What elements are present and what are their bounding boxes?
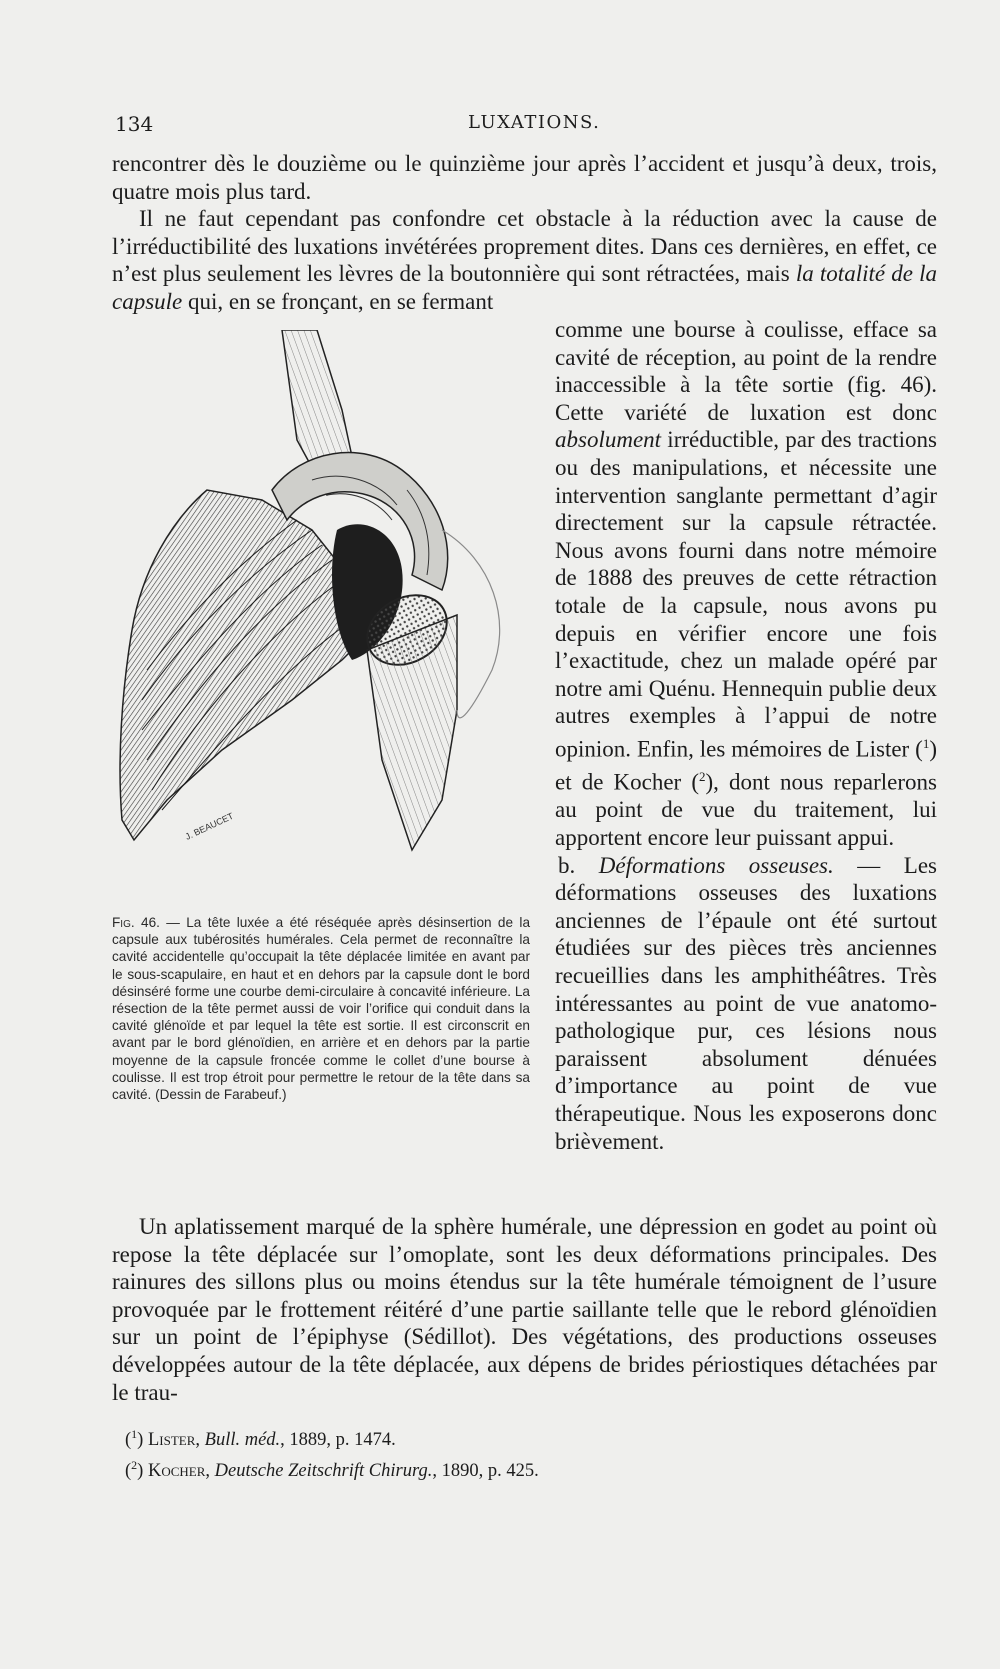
footnote-1: ($^1$) Lister, Bull. méd., 1889, p. 1474.	[125, 1427, 396, 1451]
engraver-signature: J. BEAUCET	[183, 810, 235, 842]
paragraph-text: irréductible, par des tractions ou des manipulations, et nécessite une intervention sanglante permettant d’agir directement sur la capsule rétractée. Nous avons fourni dans notre mémoire de 1888 des preuves de cette rétraction totale de la capsule, nous avons pu depuis en vérifier encore une fois l’exactitude, chez un malade opéré par notre ami Quénu. Hennequin publie deux autres exemples à l’appui de notre opinion. Enfin, les mémoires de Lister (	[555, 427, 937, 762]
footnotes	[125, 1422, 925, 1484]
shoulder-engraving	[112, 330, 537, 920]
section-label: b.	[558, 852, 599, 878]
paragraph-text: Il ne faut cependant pas confondre cet obstacle à la réduction avec la cause de l’irréductibilité des luxations invétérées proprement dites. Dans ces dernières, en effet, ce n’est plus seulement les lèvres de la boutonnière qui sont rétractées, mais	[112, 206, 937, 287]
paragraph-text: — Les déformations osseuses des luxations anciennes de l’épaule ont été surtout étudiées sur des pièces très anciennes recueillies dans les amphithéâtres. Très intéressantes au point de vue anatomo-pathologique pur, ces lésions nous paraissent absolument dénuées d’importance au point de vue thérapeutique. Nous les exposerons donc brièvement.	[555, 852, 937, 1154]
footnote-mark: 2	[131, 1458, 138, 1473]
paragraph-continuation: rencontrer dès le douzième ou le quinzième jour après l’accident et jusqu’à deux, trois, quatre mois plus tard.	[112, 151, 937, 204]
caption-text: — La tête luxée a été réséquée après désinsertion de la capsule aux tubérosités humérales. Cela permet de reconnaître la cavité accidentelle qu’occupait la tête déplacée limitée en avant par le sous-scapulaire, en haut et en dehors par la capsule dont le bord désinséré forme une courbe demi-circulaire à concavité inférieure. La résection de la tête permet aussi de voir l’orifice qui conduit dans la cavité glénoïde et par lequel la tête est sortie. Il est circonscrit en avant par le bord glénoïdien, en arrière et en dehors par la partie moyenne de la capsule froncée comme le collet d’une bourse à coulisse. Il est trop étroit pour permettre le retour de la tête dans sa cavité. (Dessin de Farabeuf.)	[112, 915, 530, 1103]
footnote-author: Lister	[147, 1430, 196, 1451]
paragraph-irreductibility	[112, 205, 937, 315]
footnote-details: , 1890, p. 425.	[432, 1461, 539, 1482]
top-paragraphs	[112, 150, 937, 316]
running-head	[115, 112, 601, 140]
figure-caption	[112, 914, 530, 1103]
footnote-details: , 1889, p. 1474.	[280, 1430, 396, 1451]
paragraph-text: qui, en se fronçant, en se fermant	[182, 288, 494, 314]
figure-label: Fig. 46.	[112, 915, 160, 930]
paragraph-capsule	[555, 316, 937, 852]
footnote-2: ($^2$) Kocher, Deutsche Zeitschrift Chirurg., 1890, p. 425.	[125, 1458, 539, 1482]
paragraph-flattening: Un aplatissement marqué de la sphère humérale, une dépression en godet au point où repose la tête déplacée sur l’omoplate, sont les deux déformations principales. Des rainures des sillons plus ou moins étendus sur la tête humérale témoignent de l’usure provoquée par le frottement réitéré d’une partie saillante telle que le rebord glénoïdien sur un point de l’épiphyse (Sédillot). Des végétations, des productions osseuses développées autour de la tête déplacée, aux dépens de brides périostiques détachées par le trau-	[112, 1214, 937, 1405]
running-title: LUXATIONS.	[468, 112, 601, 133]
emphasis-text: la totalité de la capsule	[112, 261, 937, 314]
paragraph-text: ) et de Kocher (	[555, 736, 937, 795]
figure-46-illustration	[112, 330, 537, 920]
humerus-lower	[367, 615, 457, 850]
paragraph-text: ), dont nous reparlerons au point de vue du traitement, lui apportent encore leur puissant appui.	[555, 769, 937, 850]
footnote-author: Kocher	[147, 1461, 206, 1482]
paragraph-text: comme une bourse à coulisse, efface sa cavité de réception, au point de la rendre inaccessible à la tête sortie (fig. 46). Cette variété de luxation est donc	[555, 317, 937, 425]
section-title: Déformations osseuses.	[598, 852, 834, 878]
footnote-source: Bull. méd.	[204, 1430, 281, 1451]
footnote-mark: 1	[131, 1427, 138, 1441]
emphasis-text: absolument	[555, 427, 662, 453]
page-number: 134	[115, 112, 154, 136]
footnote-ref-2[interactable]: 2	[698, 769, 706, 785]
right-column-text	[555, 316, 937, 1155]
footnote-ref-1[interactable]: 1	[922, 735, 930, 751]
footnote-source: Deutsche Zeitschrift Chirurg.	[214, 1461, 433, 1482]
paragraph-bone-deformations	[555, 852, 937, 1156]
subscapularis-muscle	[120, 490, 372, 840]
